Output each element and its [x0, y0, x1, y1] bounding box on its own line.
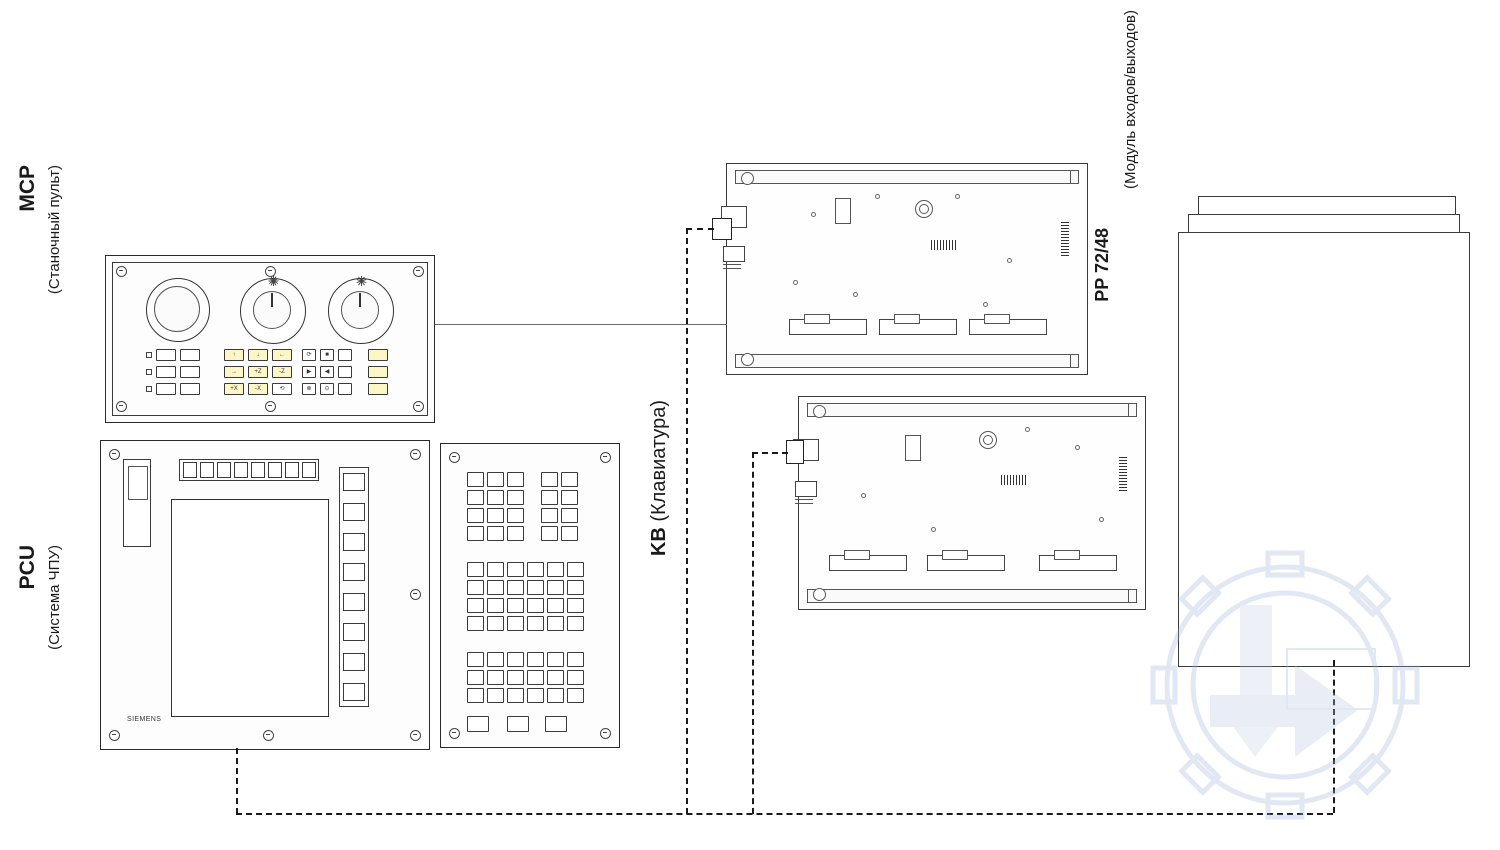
board-component-round-inner	[983, 435, 993, 445]
rail-tick	[1078, 355, 1079, 367]
io-terminal-tab	[942, 550, 968, 560]
board-rail-top	[735, 170, 1079, 184]
plug-pp-top[interactable]	[712, 218, 732, 240]
kb-key[interactable]	[527, 670, 544, 685]
softkey-top[interactable]	[183, 462, 197, 478]
led-indicator	[146, 352, 152, 358]
rail-tick	[1136, 590, 1137, 602]
board-pad	[861, 493, 866, 498]
io-terminal-block[interactable]	[927, 555, 1005, 571]
connector-pin	[723, 268, 741, 269]
softkey-top[interactable]	[268, 462, 282, 478]
feed-override-selector[interactable]	[240, 278, 306, 344]
kb-key[interactable]	[547, 598, 564, 613]
kb-key[interactable]	[467, 508, 484, 523]
io-terminal-tab	[1054, 550, 1080, 560]
rail-tick	[1078, 171, 1079, 183]
kb-key[interactable]	[507, 670, 524, 685]
kb-key[interactable]	[541, 508, 558, 523]
screw	[265, 266, 276, 277]
board-pad	[875, 194, 880, 199]
mount-hole	[813, 405, 826, 418]
kb-key[interactable]	[507, 598, 524, 613]
dash-pp-top-h	[686, 228, 714, 230]
label-pcu-full	[46, 545, 63, 650]
display-screen	[171, 499, 329, 717]
kb-key[interactable]	[541, 526, 558, 541]
screw	[410, 449, 421, 460]
mcp-key-axis[interactable]: →	[224, 366, 244, 378]
kb-key[interactable]	[467, 490, 484, 505]
cable-mcp-to-pp	[435, 324, 727, 325]
connector-pin	[795, 503, 813, 504]
kb-key[interactable]	[487, 562, 504, 577]
kb-key[interactable]	[487, 580, 504, 595]
io-terminal-tab	[844, 550, 870, 560]
rail-tick	[1136, 404, 1137, 416]
board-pad	[955, 194, 960, 199]
label-kb	[648, 400, 671, 556]
mcp-key-axis[interactable]: +Z	[248, 366, 268, 378]
board-chip	[905, 435, 921, 461]
label-pp	[1092, 228, 1113, 302]
rail-tick	[1070, 171, 1071, 183]
mcp-key[interactable]	[156, 349, 176, 361]
label-pp-full-text: (Модуль входов/выходов)	[1122, 10, 1139, 190]
connector-pin	[723, 264, 741, 265]
screw	[600, 452, 611, 463]
plug-pp-bottom[interactable]	[786, 440, 804, 464]
mcp-key[interactable]: ■	[320, 349, 334, 361]
floppy-drive-slot[interactable]	[123, 459, 151, 547]
label-kb-abbr: KB	[648, 527, 670, 557]
kb-key[interactable]	[547, 652, 564, 667]
kb-keyboard[interactable]	[440, 443, 620, 748]
kb-key[interactable]	[527, 580, 544, 595]
dash-pcu-down	[236, 748, 238, 814]
mcp-key-axis[interactable]: ↓	[248, 349, 268, 361]
board-rail-bottom	[735, 354, 1079, 368]
kb-key-bottom[interactable]	[507, 716, 529, 732]
mcp-key[interactable]	[156, 366, 176, 378]
board-label-barcode	[1001, 475, 1027, 485]
io-terminal-tab	[804, 314, 830, 324]
kb-key[interactable]	[507, 490, 524, 505]
kb-key[interactable]	[547, 688, 564, 703]
io-terminal-tab	[984, 314, 1010, 324]
kb-key[interactable]	[487, 526, 504, 541]
kb-key[interactable]	[487, 508, 504, 523]
screw	[449, 728, 460, 739]
spindle-override-selector[interactable]	[328, 278, 394, 344]
kb-key[interactable]	[467, 472, 484, 487]
kb-key[interactable]	[541, 490, 558, 505]
kb-key[interactable]	[547, 562, 564, 577]
mcp-key[interactable]: ◀	[320, 366, 334, 378]
kb-key[interactable]	[567, 580, 584, 595]
label-mcp	[16, 165, 40, 212]
brand-logo: SIEMENS	[127, 716, 162, 723]
board-chip	[835, 198, 851, 224]
kb-key[interactable]	[467, 652, 484, 667]
kb-key[interactable]	[561, 508, 578, 523]
mcp-key-axis[interactable]: -X	[248, 383, 268, 395]
screw	[265, 401, 276, 412]
card-front-1[interactable]	[1178, 232, 1470, 667]
board-rail-bottom	[807, 589, 1137, 603]
board-pad	[1025, 427, 1030, 432]
board-label-barcode-vertical	[1061, 220, 1069, 256]
screw	[410, 730, 421, 741]
mcp-key[interactable]	[338, 383, 352, 395]
kb-key[interactable]	[561, 472, 578, 487]
mount-hole	[741, 353, 754, 366]
kb-key[interactable]	[547, 670, 564, 685]
mount-hole	[813, 588, 826, 601]
board-connector-x2[interactable]	[795, 481, 817, 497]
kb-key[interactable]	[507, 616, 524, 631]
emergency-stop-knob[interactable]	[146, 278, 210, 342]
kb-key[interactable]	[567, 616, 584, 631]
dash-pp-bottom-h	[752, 452, 788, 454]
rail-tick	[1128, 590, 1129, 602]
softkey-top[interactable]	[302, 462, 316, 478]
kb-key-bottom[interactable]	[467, 716, 489, 732]
dash-to-cards	[1333, 660, 1335, 813]
softkey-top[interactable]	[217, 462, 231, 478]
pcu-operator-panel[interactable]	[100, 440, 430, 750]
dash-main-bus	[236, 813, 1333, 815]
kb-key[interactable]	[467, 526, 484, 541]
board-connector-x2[interactable]	[723, 246, 745, 262]
mount-hole	[741, 172, 754, 185]
io-terminal-block[interactable]	[789, 319, 867, 335]
screw	[116, 401, 127, 412]
kb-key[interactable]	[507, 472, 524, 487]
mcp-key[interactable]	[156, 383, 176, 395]
mcp-key-start[interactable]	[368, 349, 388, 361]
kb-key[interactable]	[467, 562, 484, 577]
kb-key[interactable]	[487, 472, 504, 487]
board-component-round-inner	[919, 204, 929, 214]
label-pp-full	[1122, 10, 1139, 189]
kb-key[interactable]	[507, 508, 524, 523]
rail-tick	[1070, 355, 1071, 367]
connector-pin	[795, 499, 813, 500]
pp-board-bottom[interactable]	[798, 396, 1146, 610]
softkey-top[interactable]	[251, 462, 265, 478]
mcp-key[interactable]	[180, 366, 200, 378]
kb-key[interactable]	[527, 652, 544, 667]
softkey-right-frame	[339, 467, 369, 707]
label-mcp-abbr: MCP	[16, 165, 39, 212]
kb-key[interactable]	[467, 580, 484, 595]
mcp-key[interactable]: ▶	[302, 366, 316, 378]
screw	[263, 730, 274, 741]
led-indicator	[146, 369, 152, 375]
board-label-barcode-vertical	[1119, 455, 1127, 491]
mcp-key-axis[interactable]: +X	[224, 383, 244, 395]
kb-key[interactable]	[567, 562, 584, 577]
kb-key-bottom[interactable]	[545, 716, 567, 732]
board-pad	[811, 212, 816, 217]
screw	[600, 728, 611, 739]
kb-key[interactable]	[567, 598, 584, 613]
mcp-key[interactable]	[338, 349, 352, 361]
mcp-key-reset[interactable]	[368, 383, 388, 395]
kb-key[interactable]	[487, 490, 504, 505]
mcp-key[interactable]	[180, 383, 200, 395]
kb-key[interactable]	[561, 526, 578, 541]
board-label-barcode	[931, 240, 957, 250]
mcp-key[interactable]	[180, 349, 200, 361]
kb-key[interactable]	[567, 652, 584, 667]
label-kb-full-text: (Клавиатура)	[648, 400, 670, 522]
io-terminal-block[interactable]	[1039, 555, 1117, 571]
softkey-top[interactable]	[234, 462, 248, 478]
screw	[116, 266, 127, 277]
mcp-panel[interactable]	[105, 255, 435, 423]
kb-key[interactable]	[541, 472, 558, 487]
softkey-top[interactable]	[200, 462, 214, 478]
mcp-key-stop[interactable]	[368, 366, 388, 378]
kb-key[interactable]	[567, 670, 584, 685]
mcp-key-axis[interactable]: ←	[272, 349, 292, 361]
kb-key[interactable]	[467, 688, 484, 703]
board-pad	[793, 280, 798, 285]
kb-key[interactable]	[467, 616, 484, 631]
kb-key[interactable]	[527, 616, 544, 631]
kb-key[interactable]	[487, 598, 504, 613]
kb-key[interactable]	[507, 580, 524, 595]
pp-board-top[interactable]	[726, 163, 1088, 375]
board-pad	[1075, 445, 1080, 450]
kb-key[interactable]	[527, 598, 544, 613]
kb-key[interactable]	[527, 562, 544, 577]
screw	[109, 730, 120, 741]
board-pad	[1007, 258, 1012, 263]
kb-key[interactable]	[507, 526, 524, 541]
floppy-slot-inner	[128, 466, 148, 500]
io-terminal-block[interactable]	[829, 555, 907, 571]
kb-key[interactable]	[507, 688, 524, 703]
kb-key[interactable]	[487, 670, 504, 685]
label-mcp-full	[46, 165, 63, 294]
mcp-key[interactable]: ⊙	[320, 383, 334, 395]
screw	[410, 589, 421, 600]
kb-key[interactable]	[561, 490, 578, 505]
rail-tick	[1128, 404, 1129, 416]
kb-key[interactable]	[507, 562, 524, 577]
kb-key[interactable]	[567, 688, 584, 703]
label-pcu-full-text: (Система ЧПУ)	[46, 545, 63, 650]
io-terminal-block[interactable]	[969, 319, 1047, 335]
kb-key[interactable]	[487, 616, 504, 631]
label-pcu	[16, 545, 40, 589]
screw	[449, 452, 460, 463]
board-pad	[931, 527, 936, 532]
kb-key[interactable]	[467, 598, 484, 613]
mcp-key[interactable]	[338, 366, 352, 378]
label-pcu-abbr: PCU	[16, 545, 39, 590]
label-pp-abbr: PP 72/48	[1092, 228, 1112, 302]
board-pad	[983, 302, 988, 307]
dash-pp-top-v	[686, 228, 688, 814]
led-indicator	[146, 386, 152, 392]
softkey-top[interactable]	[285, 462, 299, 478]
board-pad	[1099, 517, 1104, 522]
mcp-key[interactable]: ⊗	[302, 383, 316, 395]
kb-key[interactable]	[527, 688, 544, 703]
kb-key[interactable]	[467, 670, 484, 685]
mcp-key-axis[interactable]: ↑	[224, 349, 244, 361]
io-terminal-tab	[894, 314, 920, 324]
screw	[109, 449, 120, 460]
kb-key[interactable]	[547, 616, 564, 631]
mcp-key[interactable]: ⟳	[302, 349, 316, 361]
label-mcp-full-text: (Станочный пульт)	[46, 165, 63, 295]
screw	[413, 401, 424, 412]
board-pad	[853, 292, 858, 297]
kb-key[interactable]	[487, 688, 504, 703]
kb-key[interactable]	[487, 652, 504, 667]
kb-key[interactable]	[507, 652, 524, 667]
io-terminal-block[interactable]	[879, 319, 957, 335]
mcp-key-axis[interactable]: ⟲	[272, 383, 292, 395]
mcp-key-axis[interactable]: -Z	[272, 366, 292, 378]
dash-pp-bottom-v	[752, 452, 754, 814]
screw	[413, 266, 424, 277]
kb-key[interactable]	[547, 580, 564, 595]
board-rail-top	[807, 403, 1137, 417]
